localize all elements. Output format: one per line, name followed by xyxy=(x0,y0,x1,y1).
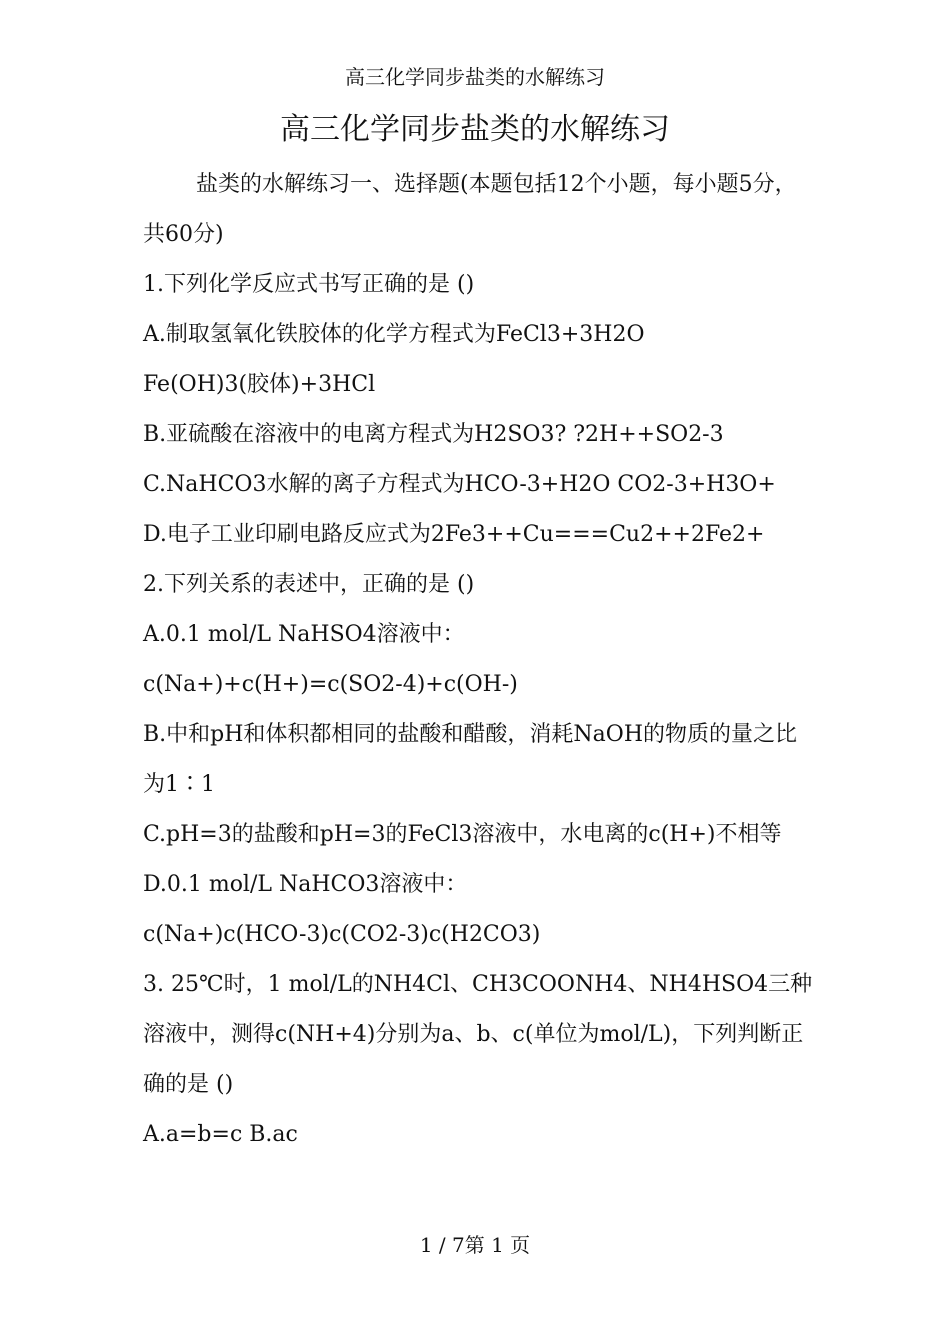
question-1-option-a: A.制取氢氧化铁胶体的化学方程式为FeCl3+3H2O xyxy=(143,322,645,347)
question-2-option-d-continued: c(Na+)c(HCO-3)c(CO2-3)c(H2CO3) xyxy=(143,922,541,947)
question-3-options: A.a=b=c B.ac xyxy=(143,1122,298,1147)
running-header: 高三化学同步盐类的水解练习 xyxy=(345,65,605,89)
question-1-option-b: B.亚硫酸在溶液中的电离方程式为H2SO3? ?2H++SO2-3 xyxy=(143,422,724,447)
question-2-option-d: D.0.1 mol/L NaHCO3溶液中： xyxy=(143,872,468,897)
intro-paragraph: 盐类的水解练习一、选择题(本题包括12个小题，每小题5分，共60分) xyxy=(143,172,797,247)
question-1-option-d: D.电子工业印刷电路反应式为2Fe3++Cu===Cu2++2Fe2+ xyxy=(143,522,765,547)
question-1: 1.下列化学反应式书写正确的是 () xyxy=(143,272,475,297)
question-2-option-c: C.pH=3的盐酸和pH=3的FeCl3溶液中，水电离的c(H+)不相等 xyxy=(143,822,782,847)
question-2-option-a-continued: c(Na+)+c(H+)=c(SO2-4)+c(OH-) xyxy=(143,672,518,697)
question-2-option-a: A.0.1 mol/L NaHSO4溶液中： xyxy=(143,622,465,647)
document-title: 高三化学同步盐类的水解练习 xyxy=(280,112,670,147)
question-2: 2.下列关系的表述中，正确的是 () xyxy=(143,572,475,597)
document-body xyxy=(143,160,813,1160)
page-number: 1 / 7第 1 页 xyxy=(419,1233,531,1257)
question-1-option-c: C.NaHCO3水解的离子方程式为HCO-3+H2O CO2-3+H3O+ xyxy=(143,472,776,497)
question-3: 3. 25℃时，1 mol/L的NH4Cl、CH3COONH4、NH4HSO4三种溶液中，测得c(NH+4)分别为a、b、c(单位为mol/L)，下列判断正确的是 () xyxy=(143,972,813,1097)
question-1-option-a-continued: Fe(OH)3(胶体)+3HCl xyxy=(143,372,376,397)
question-2-option-b: B.中和pH和体积都相同的盐酸和醋酸，消耗NaOH的物质的量之比为1∶1 xyxy=(143,722,798,797)
